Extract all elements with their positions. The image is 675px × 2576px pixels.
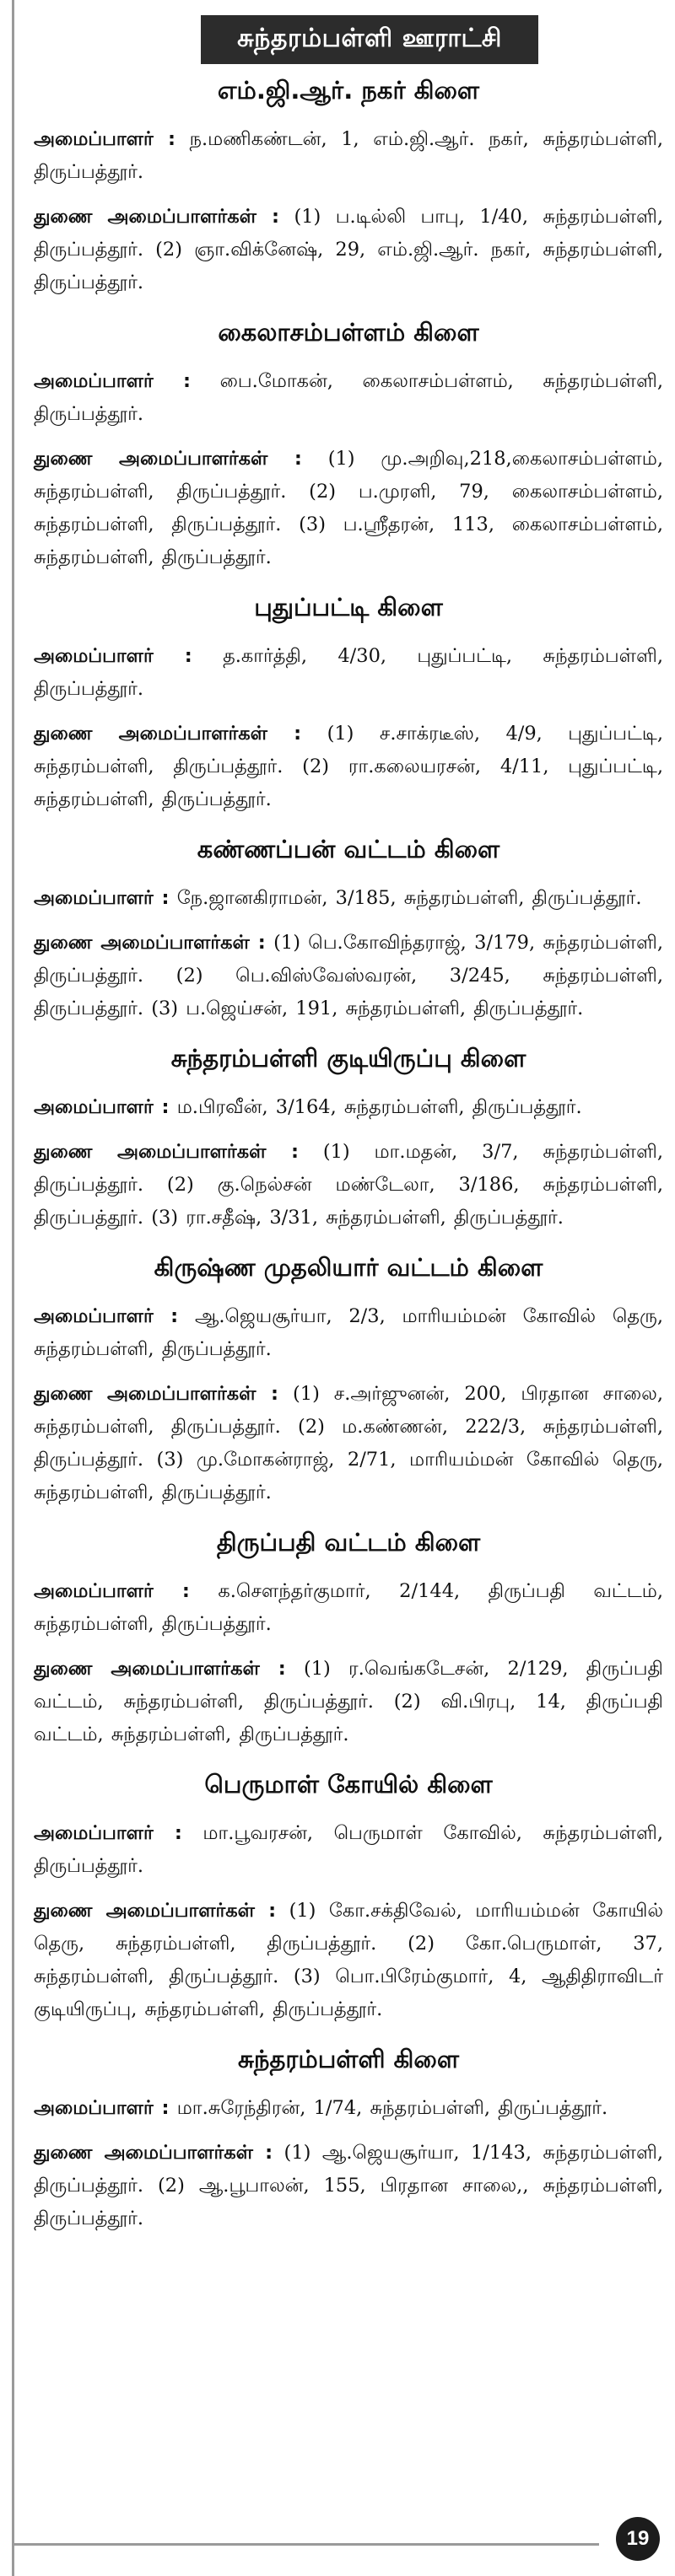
organizer-details: நே.ஜானகிராமன், 3/185, சுந்தரம்பள்ளி, திருப்பத்தூர்.	[176, 887, 642, 909]
organizer-label: அமைப்பாளர் :	[34, 1096, 170, 1118]
organizer-details: ஆ.ஜெயசூர்யா, 2/3, மாரியம்மன் கோவில் தெரு, சுந்தரம்பள்ளி, திருப்பத்தூர்.	[34, 1305, 663, 1360]
organizer-entry	[34, 365, 663, 431]
organizer-details: மா.பூவரசன், பெருமாள் கோவில், சுந்தரம்பள்ளி, திருப்பத்தூர்.	[34, 1822, 663, 1877]
deputy-label: துணை அமைப்பாளர்கள் :	[34, 2142, 273, 2164]
branch-title: எம்.ஜி.ஆர். நகர் கிளை	[217, 76, 480, 105]
deputy-entry	[34, 927, 663, 1025]
deputy-entry	[34, 1895, 663, 2026]
deputy-entry	[34, 1136, 663, 1234]
organizer-entry	[34, 1817, 663, 1883]
branch-title: பெருமாள் கோயில் கிளை	[204, 1770, 493, 1799]
deputy-entry	[34, 443, 663, 574]
branch-section	[34, 318, 663, 574]
branch-section	[34, 835, 663, 1025]
organizer-label: அமைப்பாளர் :	[34, 128, 176, 150]
deputy-details: (1) மா.மதன், 3/7, சுந்தரம்பள்ளி, திருப்பத்தூர். (2) கு.நெல்சன் மண்டேலா, 3/186, சுந்தரம்பள்ளி, திருப்பத்தூர். (3) ரா.சதீஷ், 3/31, சுந்தரம்பள்ளி, திருப்பத்தூர்.	[34, 1141, 663, 1229]
deputy-label: துணை அமைப்பாளர்கள் :	[34, 448, 302, 470]
branch-title: கண்ணப்பன் வட்டம் கிளை	[197, 835, 500, 863]
deputy-entry	[34, 1378, 663, 1509]
organizer-label: அமைப்பாளர் :	[34, 887, 170, 909]
organizer-label: அமைப்பாளர் :	[34, 1305, 179, 1327]
organizer-details: க.சௌந்தர்குமார், 2/144, திருப்பதி வட்டம், சுந்தரம்பள்ளி, திருப்பத்தூர்.	[34, 1580, 663, 1635]
deputy-details: (1) மு.அறிவு,218,கைலாசம்பள்ளம், சுந்தரம்பள்ளி, திருப்பத்தூர். (2) ப.முரளி, 79, கைலாசம்பள்ளம், சுந்தரம்பள்ளி, திருப்பத்தூர். (3) ப.ஸ்ரீதரன், 113, கைலாசம்பள்ளம், சுந்தரம்பள்ளி, திருப்பத்தூர்.	[34, 448, 663, 568]
branch-title: திருப்பதி வட்டம் கிளை	[216, 1528, 481, 1557]
deputy-details: (1) பெ.கோவிந்தராஜ், 3/179, சுந்தரம்பள்ளி, திருப்பத்தூர். (2) பெ.விஸ்வேஸ்வரன், 3/245, சுந்தரம்பள்ளி, திருப்பத்தூர். (3) ப.ஜெய்சன், 191, சுந்தரம்பள்ளி, திருப்பத்தூர்.	[34, 932, 663, 1019]
left-border-rule	[12, 0, 14, 2576]
branch-title: சுந்தரம்பள்ளி குடியிருப்பு கிளை	[170, 1044, 526, 1073]
deputy-entry	[34, 201, 663, 299]
branch-list	[34, 73, 663, 2254]
deputy-label: துணை அமைப்பாளர்கள் :	[34, 1658, 286, 1680]
deputy-details: (1) ஆ.ஜெயசூர்யா, 1/143, சுந்தரம்பள்ளி, திருப்பத்தூர். (2) ஆ.பூபாலன், 155, பிரதான சாலை,, சுந்தரம்பள்ளி, திருப்பத்தூர்.	[34, 2142, 663, 2229]
deputy-entry	[34, 718, 663, 816]
branch-title: கைலாசம்பள்ளம் கிளை	[218, 318, 479, 347]
deputy-label: துணை அமைப்பாளர்கள் :	[34, 932, 266, 954]
organizer-details: ந.மணிகண்டன், 1, எம்.ஜி.ஆர். நகர், சுந்தரம்பள்ளி, திருப்பத்தூர்.	[34, 128, 663, 183]
organizer-details: த.கார்த்தி, 4/30, புதுப்பட்டி, சுந்தரம்பள்ளி, திருப்பத்தூர்.	[34, 645, 663, 700]
organizer-entry	[34, 640, 663, 706]
organizer-entry	[34, 2092, 663, 2125]
branch-title: சுந்தரம்பள்ளி கிளை	[237, 2045, 459, 2073]
page-number-badge	[616, 2517, 660, 2561]
organizer-entry	[34, 123, 663, 189]
organizer-label: அமைப்பாளர் :	[34, 645, 192, 667]
branch-title: கிருஷ்ண முதலியார் வட்டம் கிளை	[154, 1253, 543, 1282]
page-header	[201, 15, 538, 64]
organizer-entry	[34, 1575, 663, 1641]
organizer-label: அமைப்பாளர் :	[34, 1580, 190, 1602]
branch-section	[34, 1253, 663, 1509]
organizer-label: அமைப்பாளர் :	[34, 370, 191, 392]
deputy-label: துணை அமைப்பாளர்கள் :	[34, 206, 280, 228]
branch-section	[34, 1770, 663, 2026]
deputy-label: துணை அமைப்பாளர்கள் :	[34, 1141, 299, 1163]
deputy-details: (1) ர.வெங்கடேசன், 2/129, திருப்பதி வட்டம், சுந்தரம்பள்ளி, திருப்பத்தூர். (2) வி.பிரபு, 14, திருப்பதி வட்டம், சுந்தரம்பள்ளி, திருப்பத்தூர்.	[34, 1658, 663, 1745]
branch-section	[34, 76, 663, 299]
branch-section	[34, 2045, 663, 2235]
page-title: சுந்தரம்பள்ளி ஊராட்சி	[237, 23, 502, 53]
deputy-details: (1) கோ.சக்திவேல், மாரியம்மன் கோயில் தெரு, சுந்தரம்பள்ளி, திருப்பத்தூர். (2) கோ.பெருமாள், 37, சுந்தரம்பள்ளி, திருப்பத்தூர். (3) பொ.பிரேம்குமார், 4, ஆதிதிராவிடர் குடியிருப்பு, சுந்தரம்பள்ளி, திருப்பத்தூர்.	[34, 1900, 663, 2020]
organizer-label: அமைப்பாளர் :	[34, 1822, 182, 1844]
organizer-entry	[34, 1091, 663, 1124]
deputy-entry	[34, 1653, 663, 1751]
organizer-details: ம.பிரவீன், 3/164, சுந்தரம்பள்ளி, திருப்பத்தூர்.	[176, 1096, 582, 1118]
branch-section	[34, 1528, 663, 1751]
deputy-label: துணை அமைப்பாளர்கள் :	[34, 1383, 279, 1405]
organizer-entry	[34, 882, 663, 915]
deputy-label: துணை அமைப்பாளர்கள் :	[34, 1900, 277, 1922]
deputy-entry	[34, 2137, 663, 2235]
branch-section	[34, 1044, 663, 1234]
deputy-details: (1) ச.அர்ஜுனன், 200, பிரதான சாலை, சுந்தரம்பள்ளி, திருப்பத்தூர். (2) ம.கண்ணன், 222/3, சுந்தரம்பள்ளி, திருப்பத்தூர். (3) மு.மோகன்ராஜ், 2/71, மாரியம்மன் கோவில் தெரு, சுந்தரம்பள்ளி, திருப்பத்தூர்.	[34, 1383, 664, 1503]
deputy-details: (1) ப.டில்லி பாபு, 1/40, சுந்தரம்பள்ளி, திருப்பத்தூர். (2) ஞா.விக்னேஷ், 29, எம்.ஜி.ஆர். நகர், சுந்தரம்பள்ளி, திருப்பத்தூர்.	[34, 206, 663, 293]
organizer-entry	[34, 1300, 663, 1366]
bottom-border-rule	[12, 2543, 599, 2546]
organizer-details: பை.மோகன், கைலாசம்பள்ளம், சுந்தரம்பள்ளி, திருப்பத்தூர்.	[34, 370, 663, 425]
organizer-details: மா.சுரேந்திரன், 1/74, சுந்தரம்பள்ளி, திருப்பத்தூர்.	[176, 2097, 608, 2119]
branch-section	[34, 593, 663, 816]
deputy-label: துணை அமைப்பாளர்கள் :	[34, 723, 302, 745]
organizer-label: அமைப்பாளர் :	[34, 2097, 170, 2119]
branch-title: புதுப்பட்டி கிளை	[254, 593, 443, 621]
page-number: 19	[626, 2527, 650, 2550]
deputy-details: (1) ச.சாக்ரடீஸ், 4/9, புதுப்பட்டி, சுந்தரம்பள்ளி, திருப்பத்தூர். (2) ரா.கலையரசன், 4/11, புதுப்பட்டி, சுந்தரம்பள்ளி, திருப்பத்தூர்.	[34, 723, 663, 810]
